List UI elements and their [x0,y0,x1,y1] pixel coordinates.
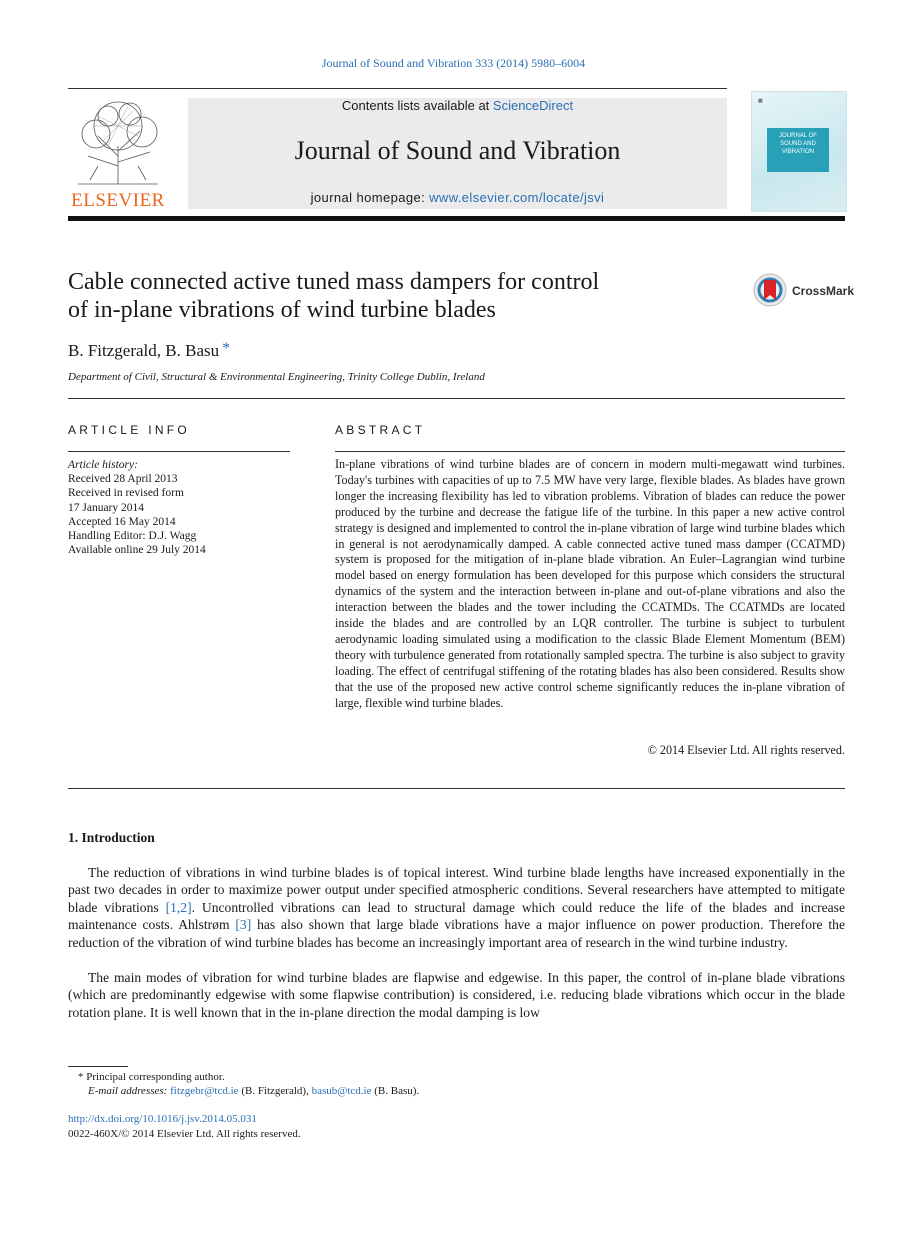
history-item: Handling Editor: D.J. Wagg [68,530,197,543]
history-item: Available online 29 July 2014 [68,544,206,557]
abstract-heading: ABSTRACT [335,423,426,437]
email-line: E-mail addresses: fitzgebr@tcd.ie (B. Fitzgerald), basub@tcd.ie (B. Basu). [88,1085,420,1097]
doi-link[interactable]: http://dx.doi.org/10.1016/j.jsv.2014.05.031 [68,1113,257,1125]
cover-logo-icon: ▦ [758,98,763,104]
authors: B. Fitzgerald, B. Basu * [68,340,231,360]
email-link[interactable]: fitzgebr@tcd.ie [170,1085,239,1097]
elsevier-wordmark: ELSEVIER [71,190,165,211]
reference-link[interactable]: [1,2] [165,899,192,915]
contents-line: Contents lists available at ScienceDirect [341,98,574,113]
intro-paragraph-1: The reduction of vibrations in wind turbine blades is of topical interest. Wind turbine blade lengths have increased exponentially in the past two decades in order to maximize power output under specified atmospheric conditions. Several researchers have attempted to mitigate blade vibrations [1,2]. Uncontrolled vibrations can lead to structural damage which could reduce the life of the blades and increase maintenance costs. Ahlstrøm [3] has also shown that large blade vibrations have a major influence on power production. Therefore the reduction of the vibration of wind turbine blades has become an increasingly important area of research in the wind turbine industry. [68,865,845,950]
intro-paragraph-2: The main modes of vibration for wind turbine blades are flapwise and edgewise. In this paper, the control of in-plane blade vibrations (which are predominantly edgewise with some flapwise contribution) is considered, i.e. reducing blade vibrations which occur in the blade rotation plane. It is well known that in the in-plane direction the modal damping is low [68,970,845,1020]
article-history [68,458,290,557]
corresponding-author-note: * Principal corresponding author. [78,1071,225,1083]
footnote-rule [68,1066,128,1067]
journal-citation[interactable]: Journal of Sound and Vibration 333 (2014) 5980–6004 [321,56,586,70]
history-label: Article history: [68,459,138,471]
abstract-bottom-rule [68,788,845,789]
history-item: Received 28 April 2013 [68,473,178,486]
homepage-line: journal homepage: www.elsevier.com/locate/jsvi [310,190,605,205]
journal-cover[interactable] [751,91,847,212]
journal-title: Journal of Sound and Vibration [294,136,621,165]
homepage-link[interactable]: www.elsevier.com/locate/jsvi [429,190,605,205]
abstract-rule [335,451,845,452]
crossmark-label[interactable]: CrossMark [792,284,855,298]
corresponding-author-mark[interactable]: * [222,340,231,357]
history-item: Accepted 16 May 2014 [68,515,176,528]
reference-link[interactable]: [3] [235,917,252,933]
issn-line: 0022-460X/© 2014 Elsevier Ltd. All rights reserved. [68,1128,301,1140]
article-info-heading: ARTICLE INFO [68,423,191,437]
abstract-copyright: © 2014 Elsevier Ltd. All rights reserved. [647,743,845,757]
sciencedirect-link[interactable]: ScienceDirect [492,98,574,113]
cover-title-box: JOURNAL OF SOUND AND VIBRATION [767,128,829,172]
article-title: Cable connected active tuned mass dampers for control of in-plane vibrations of wind turbine blades [68,269,600,323]
crossmark-icon [752,272,790,308]
title-rule [68,398,845,399]
section-heading-introduction: 1. Introduction [68,830,155,845]
header-rule [68,88,727,89]
email-link[interactable]: basub@tcd.ie [311,1085,372,1097]
header-thick-rule [68,216,845,221]
article-info-rule [68,451,290,452]
abstract-text: In-plane vibrations of wind turbine blades are of concern in modern multi-megawatt wind turbines. Today's turbines with capacities of up to 7.5 MW have very large, flexible blades. As blades have grown longer the increasing flexibility has led to vibration problems. Vibration of blades can reduce the power produced by the turbine and decrease the fatigue life of the turbine. In this paper a new active control strategy is designed and implemented to control the in-plane vibration of large wind turbine blades which in general is not aerodynamically damped. A cable connected active tuned mass damper (CCATMD) system is proposed for the mitigation of in-plane blade vibration. An Euler–Lagrangian wind turbine model based on energy formulation has been developed for this purpose which considers the structural dynamics of the system and the interaction between in-plane and out-of-plane vibrations and also the interaction between the blades and the tower including the CCATMDs. The CCATMDs are located inside the blades and are controlled by an LQR controller. The turbine is subject to turbulent aerodynamic loading simulated using a modification to the classic Blade Element Momentum (BEM) theory with turbulence generated from rotationally sampled spectra. The turbine is also subject to gravity loading. The effect of centrifugal stiffening of the rotating blades has also been considered. Results show that the use of the proposed new active control scheme significantly reduces the in-plane vibration of large, flexible wind turbine blades. [335,457,845,710]
history-item: 17 January 2014 [68,501,145,514]
history-item: Received in revised form [68,487,184,500]
affiliation: Department of Civil, Structural & Environmental Engineering, Trinity College Dublin, Ireland [68,371,485,383]
